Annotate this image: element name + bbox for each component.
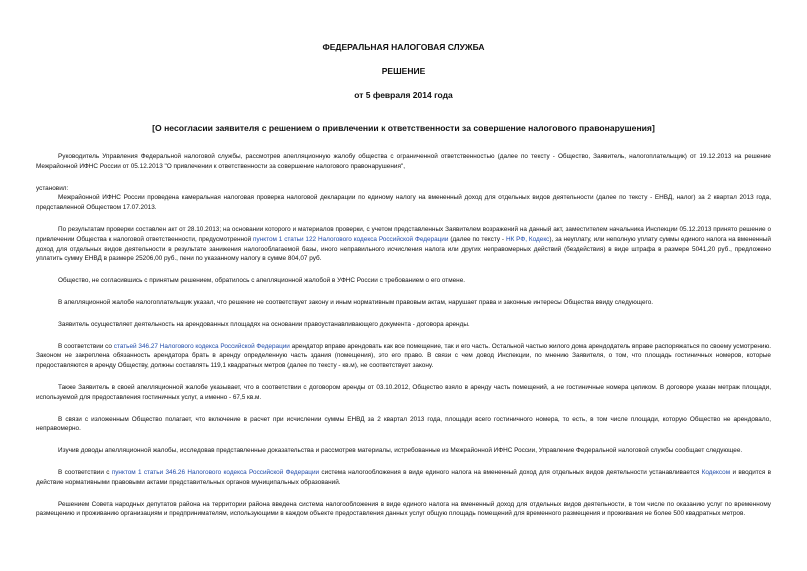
paragraph-established: установил: — [36, 184, 69, 192]
paragraph-lease-contract: Также Заявитель в своей апелляционной жалобе указывает, что в соответствии с договором аренды от 03.10.2012, Общество взяло в аренду часть помещений, а не гостиничные номера целиком. В договоре указан метраж площади, используемой для предоставления гостиничных услуг, а именно - 67,5 кв.м. — [36, 383, 771, 401]
text-span: система налогообложения в виде единого налога на вмененный доход для отдельных видов деятельности устанавливается — [319, 468, 702, 476]
document-title: [О несогласии заявителя с решением о привлечении к ответственности за совершение налогового правонарушения] — [152, 123, 655, 133]
paragraph-article-34627 — [36, 342, 771, 371]
doc-type-heading: РЕШЕНИЕ — [381, 66, 426, 76]
agency-heading: ФЕДЕРАЛЬНАЯ НАЛОГОВАЯ СЛУЖБА — [322, 42, 485, 52]
paragraph-conclusion: В связи с изложенным Общество полагает, что включение в расчет при исчислении суммы ЕНВД за 2 квартал 2013 года, площади всего гостиничного номера, то есть, в том числе площади, которую Общество не арендовало, неправомерно. — [36, 415, 771, 433]
text-span: В соответствии с — [58, 468, 112, 476]
link-tax-code[interactable]: НК РФ, Кодекс — [505, 235, 550, 243]
text-span: арендатор вправе арендовать как все помещение, так и его часть. Остальной частью жилого дома арендодатель вправе распоряжаться по своему усмотрению. Законом не закреплена обязанность арендатора брать в аренду определенную часть здания (помещения), это его право. В связи с чем довод Инспекции, по мнению Заявителя, о том, что площадь гостиничных номеров, которые предоставляются в аренду Обществу, должны составлять 119,1 квадратных метров (далее по тексту - кв.м), не соответствует закону. — [36, 342, 772, 370]
link-article-122[interactable]: пунктом 1 статьи 122 Налогового кодекса Российской Федерации — [253, 235, 449, 243]
paragraph-intro: Руководитель Управления Федеральной налоговой службы, рассмотрев апелляционную жалобу общества с ограниченной ответственностью (далее по тексту - Общество, Заявитель, налогоплательщик) от 19.12.2013 на решение Межрайонной ИФНС России от 05.12.2013 "О привлечении к ответственности за совершение налогового правонарушения", — [36, 153, 771, 170]
text-span: ), за неуплату, или неполную уплату суммы единого налога на вмененный доход для отдельных видов деятельности в результате занижения налогооблагаемой базы, иного неправильного исчисления налога или других неправомерных действий (бездействия) в виде штрафа в размере 5041,20 руб., предложено уплатить сумму ЕНВД в размере 25206,00 руб., пени по указанному налогу в сумме 804,07 руб. — [36, 235, 771, 263]
text-span: (далее по тексту - — [448, 235, 506, 243]
date-heading: от 5 февраля 2014 года — [354, 90, 453, 100]
paragraph-appeal: Общество, не согласившись с принятым решением, обратилось с апелляционной жалобой в УФНС России с требованием о его отмене. — [58, 277, 466, 285]
paragraph-results — [36, 225, 771, 264]
link-article-34626[interactable]: пунктом 1 статьи 346.26 Налогового кодекса Российской Федерации — [111, 468, 320, 476]
text-span: и вводится в действие нормативными правовыми актами представительных органов муниципальных образований. — [36, 468, 772, 486]
paragraph-lease: Заявитель осуществляет деятельность на арендованных площадях на основании правоустанавливающего документа - договора аренды. — [58, 320, 470, 328]
paragraph-review: Изучив доводы апелляционной жалобы, исследовав представленные доказательства и рассмотрев материалы, истребованные из Межрайонной ИФНС России, Управление Федеральной налоговой службы сообщает следующее. — [58, 447, 743, 455]
paragraph-audit: Межрайонной ИФНС России проведена камеральная налоговая проверка налоговой декларации по единому налогу на вмененный доход для отдельных видов деятельности (далее по тексту - ЕНВД, налог) за 2 квартал 2013 года, представленной Обществом 17.07.2013. — [36, 194, 771, 212]
link-article-34627[interactable]: статьей 346.27 Налогового кодекса Российской Федерации — [113, 342, 290, 350]
paragraph-article-34626 — [36, 468, 771, 488]
document-body — [36, 152, 771, 519]
paragraph-council-decision: Решением Совета народных депутатов района на территории района введена система налогообложения в виде единого налога на вмененный доход для отдельных видов деятельности, в том числе по оказанию услуг по временному размещению и проживанию организациям и предпринимателям, использующими в каждом объекте предоставления данных услуг общую площадь помещений для временного размещения и проживания не более 500 квадратных метров. — [36, 500, 771, 518]
text-span: По результатам проверки составлен акт от 28.10.2013; на основании которого и материалов проверки, с учетом представленных Заявителем возражений на данный акт, заместителем начальника Инспекции 05.12.2013 принято решение о привлечении Общества к налоговой ответственности, предусмотренной — [36, 225, 771, 243]
text-span: В соответствии со — [58, 342, 114, 350]
link-code[interactable]: Кодексом — [701, 468, 731, 476]
paragraph-complaint: В апелляционной жалобе налогоплательщик указал, что решение не соответствует закону и иным нормативным правовым актам, нарушает права и законные интересы Общества ввиду следующего. — [58, 298, 654, 306]
